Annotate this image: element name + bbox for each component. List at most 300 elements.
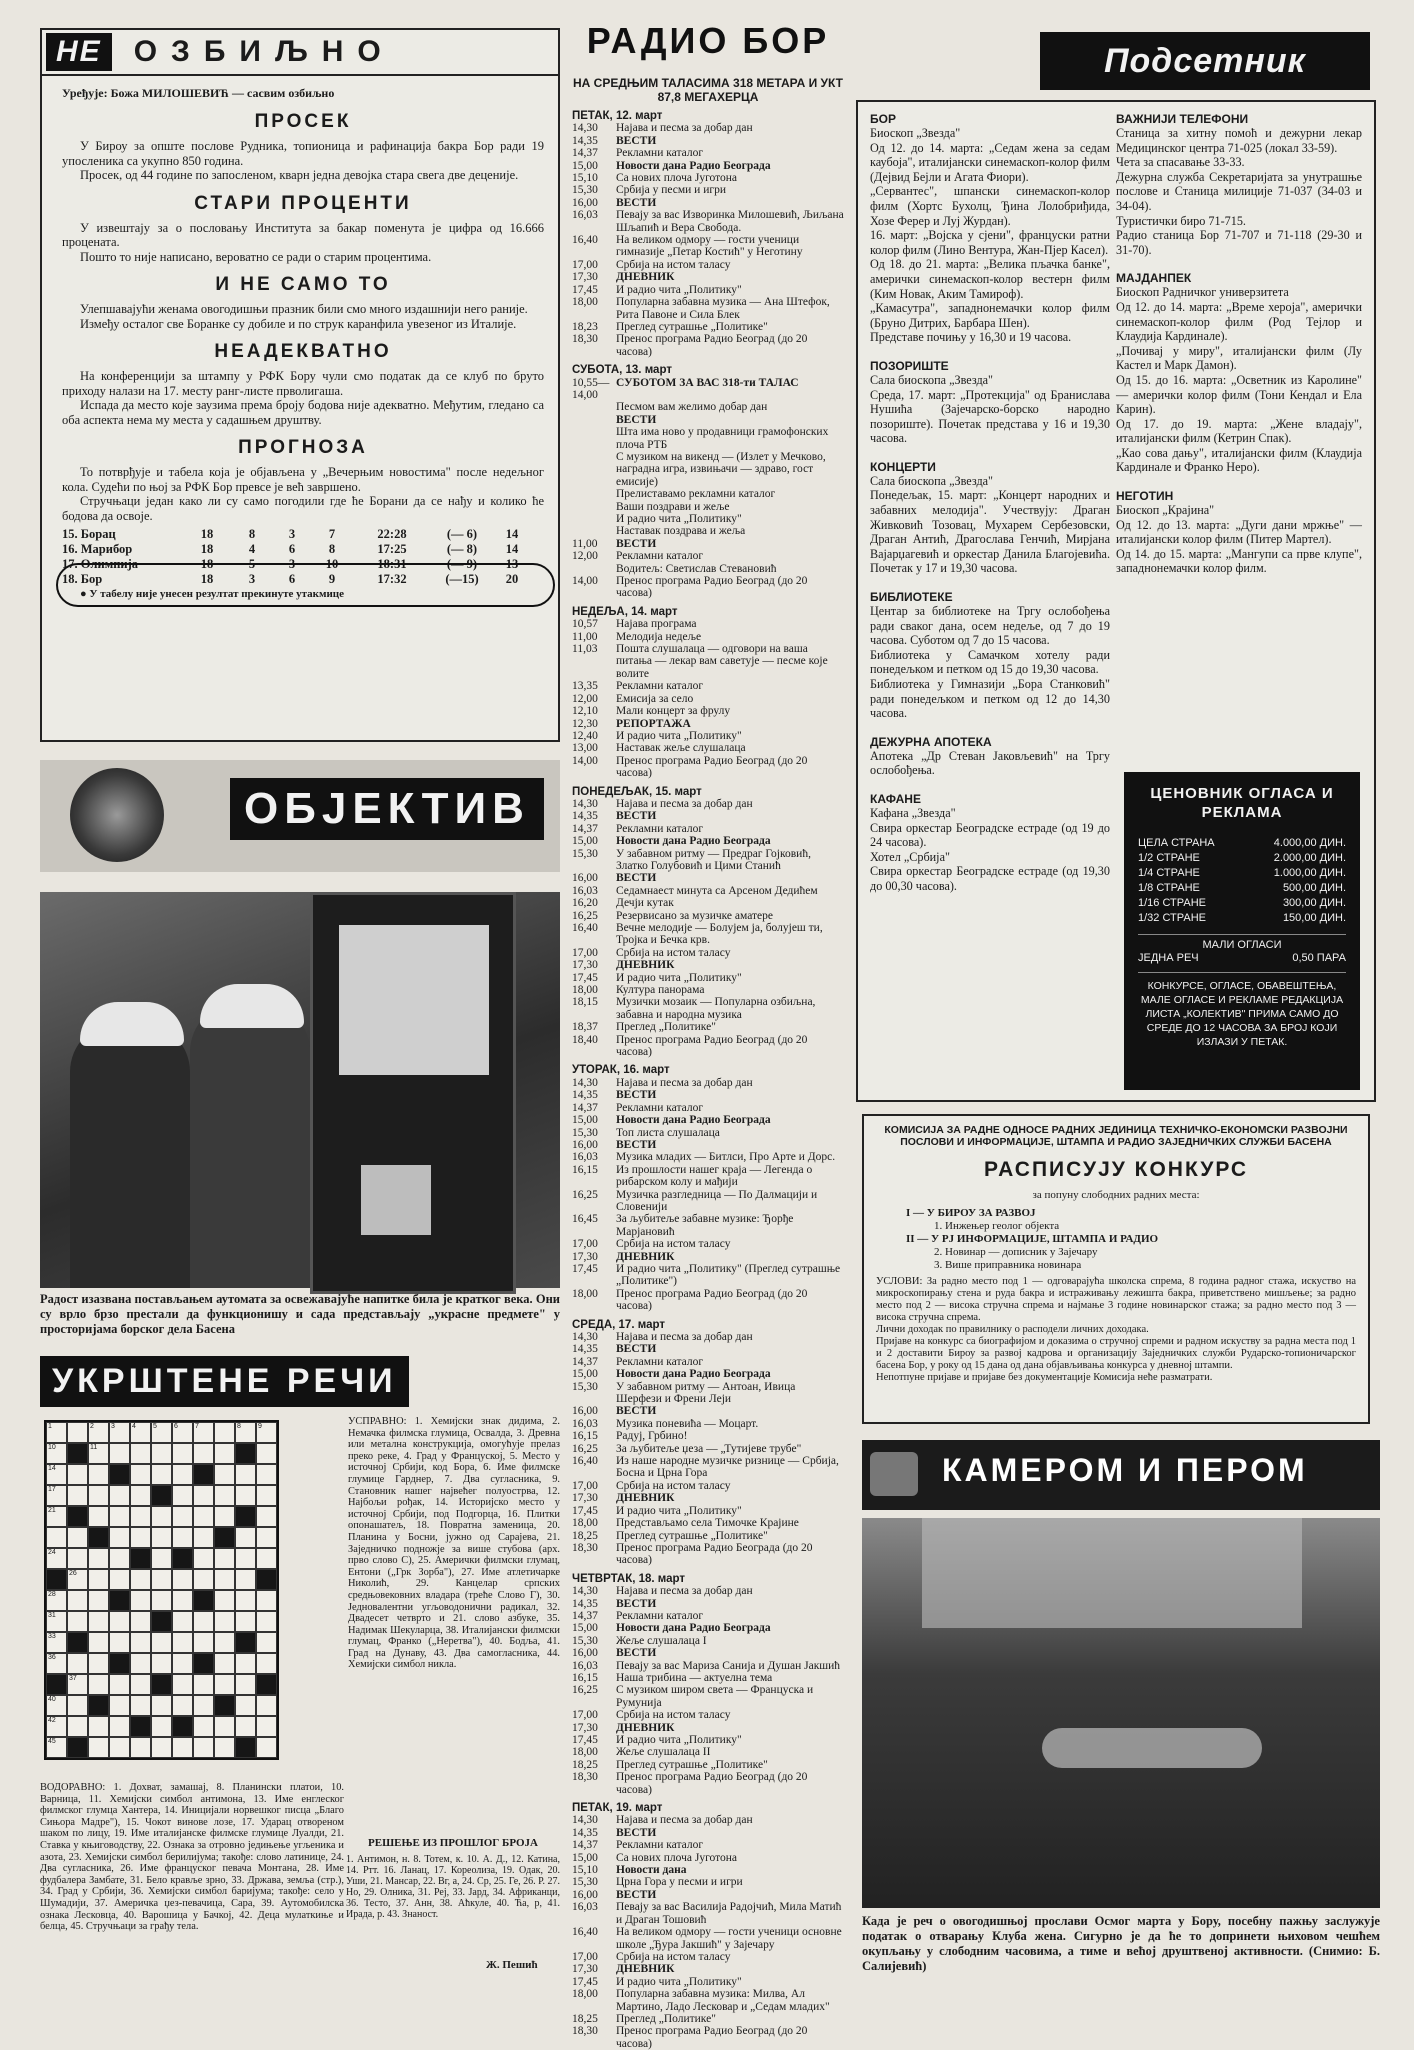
crossword-cell	[88, 1422, 109, 1443]
program-time	[572, 426, 616, 451]
radio-program-row	[572, 1288, 844, 1313]
crossword-cell	[193, 1485, 214, 1506]
program-time: 18,25	[572, 1758, 598, 1771]
kamerom-section	[862, 1440, 1380, 1990]
table-cell: (— 8)	[446, 542, 478, 556]
radio-program-row	[572, 631, 844, 643]
program-time: 14,37	[572, 1355, 598, 1368]
radio-bor-section	[572, 14, 844, 2050]
crossword-cell	[130, 1590, 151, 1611]
crossword-cell	[256, 1506, 277, 1527]
program-time: 16,40	[572, 234, 598, 247]
radio-program-row	[572, 1722, 844, 1734]
crossword-cell	[67, 1569, 88, 1590]
radio-program-row	[572, 798, 844, 810]
konkurs-positions	[906, 1207, 1356, 1272]
crossword-cell	[67, 1653, 88, 1674]
vending-slot	[361, 1165, 431, 1235]
program-title: Прелиставамо рекламни каталог	[616, 488, 776, 501]
table-row	[62, 542, 544, 557]
reminder-text: Апотека „Др Стеван Јаковљевић" на Тргу ослобођења.	[870, 748, 1110, 778]
program-title: ВЕСТИ	[616, 1826, 657, 1839]
crossword-cell	[256, 1695, 277, 1716]
program-title: ДНЕВНИК	[616, 959, 675, 972]
ad-price: 300,00 ДИН.	[1282, 897, 1346, 909]
table-cell: 7	[328, 527, 336, 541]
program-title: На великом одмору — гости ученици основне школе „Ђура Јакшић" у Зајечару	[616, 1926, 842, 1951]
cell-number: 24	[48, 1549, 56, 1556]
cell-number: 5	[153, 1423, 157, 1430]
cell-number: 3	[111, 1423, 115, 1430]
article-heading: СТАРИ ПРОЦЕНТИ	[194, 192, 412, 214]
radio-program-row	[572, 1251, 844, 1263]
radio-day	[572, 1064, 844, 1312]
radio-program-row	[572, 513, 844, 525]
crossword-cell	[214, 1737, 235, 1758]
program-title: И радио чита „Политику" (Преглед сутрашње „Политике")	[616, 1262, 841, 1288]
program-time: 14,35	[572, 1089, 598, 1102]
program-title: Култура панорама	[616, 984, 705, 997]
program-title: Вечне мелодије — Болујем ја, болујеш ти, Тројка и Бечка крв.	[616, 922, 823, 947]
table-cell: 17:32	[377, 572, 407, 586]
program-title: Најава и песма за добар дан	[616, 122, 753, 135]
program-title: ВЕСТИ	[616, 537, 657, 550]
radio-program-row	[572, 848, 844, 873]
program-time: 15,30	[572, 1634, 598, 1647]
radio-program-row	[572, 947, 844, 959]
program-title: Топ листа слушалаца	[616, 1126, 720, 1139]
radio-program-row	[572, 414, 844, 426]
article-heading: И НЕ САМО ТО	[215, 274, 391, 295]
cell-number: 10	[48, 1444, 56, 1451]
reminder-text: Станица за хитну помоћ и дежурни лекар Медицинског центра 71-025 (локал 33-59). Чета за спасавање 33-33. Дежурна служба Секретаријата за унутрашње послове и Станица милиције 71-037 (34-03 и 34-04). Туристички биро 71-715. Радио станица Бор 71-707 и 71-118 (29-30 и 31-70).	[1116, 126, 1362, 257]
crossword-cell	[193, 1632, 214, 1653]
program-time	[572, 451, 616, 488]
program-title: Емисија за село	[616, 692, 694, 705]
crossword-cell	[130, 1527, 151, 1548]
program-title: Рекламни каталог	[616, 1101, 704, 1114]
program-title: РЕПОРТАЖА	[616, 717, 691, 730]
article-paragraph: На конференцији за штампу у РФК Бору чули смо податак да се клуб по бруто приходу налази на 17. месту ранг-листе прволигаша.	[62, 369, 544, 398]
program-title: ВЕСТИ	[616, 134, 657, 147]
radio-program-row	[572, 835, 844, 847]
crossword-cell	[46, 1695, 67, 1716]
radio-program-row	[572, 1114, 844, 1126]
radio-program-row	[572, 959, 844, 971]
crossword-cell	[109, 1737, 130, 1758]
crossword-cell	[256, 1527, 277, 1548]
program-time: 17,00	[572, 1238, 598, 1251]
radio-program-row	[572, 1164, 844, 1189]
crossword-cell	[214, 1632, 235, 1653]
program-time: 14,35	[572, 1597, 598, 1610]
crossword-cell	[235, 1443, 256, 1464]
program-time: 15,10	[572, 172, 598, 185]
crossword-cell	[130, 1716, 151, 1737]
price-rows	[1138, 836, 1346, 926]
program-time: 18,15	[572, 996, 598, 1009]
camera-icon	[870, 1452, 918, 1496]
table-cell: 18	[200, 572, 214, 586]
radio-program-row	[572, 333, 844, 358]
program-time: 18,25	[572, 1529, 598, 1542]
price-note: КОНКУРСЕ, ОГЛАСЕ, ОБАВЕШТЕЊА, МАЛЕ ОГЛАСЕ И РЕКЛАМЕ РЕДАКЦИЈА ЛИСТА „КОЛЕКТИВ" ПРИМА САМО ДО СРЕДЕ ДО 12 ЧАСОВА ЗА БРОЈ КОЈИ ИЗЛАЗИ У ПЕТАК.	[1140, 980, 1344, 1048]
crossword-cell	[193, 1653, 214, 1674]
program-title: Пошта слушалаца — одговори на ваша питања — лекар вам саветује — песме које волите	[616, 643, 828, 680]
radio-program-row	[572, 872, 844, 884]
program-title: Жеље слушалаца I	[616, 1634, 707, 1647]
objektiv-banner	[40, 760, 560, 872]
program-title: Резервисано за музичке аматере	[616, 909, 774, 922]
crossword-cell	[256, 1422, 277, 1443]
objektiv-section	[40, 760, 560, 1340]
radio-program-row	[572, 296, 844, 321]
program-time: 17,00	[572, 1709, 598, 1722]
program-time: 16,00	[572, 872, 598, 885]
program-time	[572, 513, 616, 525]
crossword-cell	[151, 1737, 172, 1758]
ad-price: 1.000,00 ДИН.	[1273, 867, 1346, 879]
cell-number: 11	[90, 1444, 98, 1451]
radio-program-row	[572, 1759, 844, 1771]
crossword-cell	[88, 1632, 109, 1653]
radio-program-row	[572, 1139, 844, 1151]
radio-day-title: ПЕТАК, 12. март	[572, 110, 663, 122]
cell-number: 21	[48, 1507, 56, 1514]
radio-day-title: НЕДЕЉА, 14. март	[572, 605, 678, 618]
table-cell: 22:28	[377, 527, 407, 541]
program-title: Рекламни каталог	[616, 680, 704, 693]
crossword-cell	[88, 1464, 109, 1485]
program-title: ВЕСТИ	[616, 196, 657, 209]
program-time	[572, 401, 616, 413]
radio-program-row	[572, 1368, 844, 1380]
crossword-cell	[151, 1695, 172, 1716]
reminder-heading: КОНЦЕРТИ	[870, 459, 936, 474]
program-title: Најава и песма за добар дан	[616, 1585, 753, 1598]
radio-day-title: ПЕТАК, 19. март	[572, 1802, 663, 1815]
program-time: 16,40	[572, 1455, 598, 1468]
ad-price: 2.000,00 ДИН.	[1273, 852, 1346, 864]
program-title: Пренос програма Радио Београд (до 20 часова)	[616, 2025, 808, 2050]
crossword-cell	[235, 1422, 256, 1443]
crossword-cell	[46, 1653, 67, 1674]
crossword-cell	[193, 1569, 214, 1590]
program-title: Новости дана	[616, 1864, 687, 1877]
program-title: ВЕСТИ	[616, 1343, 657, 1356]
radio-program-row	[572, 122, 844, 134]
program-title: Новости дана Радио Београда	[616, 835, 771, 848]
crossword-cell	[67, 1485, 88, 1506]
crossword-cell	[235, 1737, 256, 1758]
table-cell: 18	[200, 557, 214, 571]
program-title: Преглед сутрашње „Политике"	[616, 1758, 768, 1771]
crossword-cell	[214, 1422, 235, 1443]
program-title: Песмом вам желимо добар дан	[616, 401, 768, 414]
article-heading: ПРОГНОЗА	[238, 437, 368, 458]
crossword-cell	[172, 1422, 193, 1443]
crossword-cell	[151, 1548, 172, 1569]
radio-day-title: СРЕДА, 17. март	[572, 1318, 665, 1331]
table-cell: 3	[248, 572, 256, 586]
cell-number: 31	[48, 1612, 56, 1619]
crossword-cell	[109, 1632, 130, 1653]
crossword-cell	[256, 1716, 277, 1737]
crossword-cell	[130, 1695, 151, 1716]
radio-program-row	[572, 1418, 844, 1430]
ne-ozbiljno-articles	[42, 111, 558, 523]
kamerom-caption	[862, 1914, 1380, 1974]
program-title: Популарна забавна музика: Милва, Ал Мартино, Ладо Лесковар и „Седам младих"	[616, 1988, 830, 2013]
program-time: 18,00	[572, 1746, 598, 1759]
table-cell: 13	[505, 557, 519, 571]
radio-day	[572, 1573, 844, 1796]
small-ads-title: МАЛИ ОГЛАСИ	[1202, 939, 1282, 951]
crossword-cell	[151, 1443, 172, 1464]
program-time: 16,45	[572, 1213, 598, 1226]
program-title: Рекламни каталог	[616, 550, 704, 563]
program-time: 17,45	[572, 1262, 598, 1275]
konkurs-position: II — У РЈ ИНФОРМАЦИЈЕ, ШТАМПА И РАДИО	[906, 1233, 1159, 1245]
program-title: Певају за вас Василија Радојчић, Мила Матић и Драган Тошовић	[616, 1901, 842, 1926]
program-title: У забавном ритму — Антоан, Ивица Шерфези и Френи Леји	[616, 1380, 796, 1406]
program-title: И радио чита „Политику"	[616, 1504, 742, 1517]
crossword-cell	[193, 1590, 214, 1611]
program-title: Наставак поздрава и жеља	[616, 525, 746, 538]
vending-machine	[310, 892, 516, 1294]
table-cell: 6	[288, 542, 296, 556]
crossword-cell	[214, 1506, 235, 1527]
reminder-text: Центар за библиотеке на Тргу ослобођења ради сваког дана, осем недеље, од 7 до 19 часова. Суботом од 7 до 15 часова. Библиотека у Самачком хотелу ради понедељком и петком од 15 до 19,30 часова. Библиотека у Гимназији „Бора Станковић" ради понедељком и петком од 12 до 14,30 часова.	[870, 604, 1110, 721]
price-list	[1124, 772, 1360, 1090]
crossword-cell	[130, 1464, 151, 1485]
program-time: 17,30	[572, 271, 598, 284]
crossword-cell	[130, 1548, 151, 1569]
program-time: 16,00	[572, 1888, 598, 1901]
radio-program-row	[572, 1356, 844, 1368]
crossword-cell	[130, 1569, 151, 1590]
program-time: 18,30	[572, 1541, 598, 1554]
program-time: 16,00	[572, 1138, 598, 1151]
program-title: Србија на истом таласу	[616, 1709, 731, 1722]
program-title: И радио чита „Политику"	[616, 1975, 742, 1988]
crossword-title: УКРШТЕНЕ РЕЧИ	[40, 1356, 409, 1407]
reminder-heading: БИБЛИОТЕКЕ	[870, 590, 953, 605]
program-time: 16,20	[572, 897, 598, 910]
program-time: 15,00	[572, 1622, 598, 1635]
radio-program-row	[572, 1102, 844, 1114]
crossword-cell	[151, 1422, 172, 1443]
table-cell: 14	[505, 527, 519, 541]
crossword-cell	[256, 1443, 277, 1464]
crossword-cell	[130, 1443, 151, 1464]
program-time: 18,40	[572, 1033, 598, 1046]
program-time: 17,00	[572, 1479, 598, 1492]
program-time: 12,00	[572, 692, 598, 705]
program-time: 15,30	[572, 1876, 598, 1889]
program-title: Новости дана Радио Београда	[616, 159, 771, 172]
crossword-cell	[256, 1611, 277, 1632]
table-cell: 3	[288, 557, 296, 571]
radio-program-row	[572, 451, 844, 488]
crossword-cell	[235, 1695, 256, 1716]
table-cell: 3	[288, 527, 296, 541]
radio-program-row	[572, 488, 844, 500]
camera-lens-icon	[70, 768, 164, 862]
crossword-cell	[130, 1485, 151, 1506]
program-title: ВЕСТИ	[616, 413, 657, 426]
crossword-cell	[46, 1611, 67, 1632]
crossword-cell	[193, 1464, 214, 1485]
crossword-cell	[109, 1716, 130, 1737]
crossword-grid	[44, 1420, 279, 1760]
program-title: Рекламни каталог	[616, 1839, 704, 1852]
program-time: 16,00	[572, 1405, 598, 1418]
radio-program-row	[572, 1926, 844, 1951]
konkurs-position: 3. Више приправника новинара	[934, 1259, 1082, 1271]
price-row	[1138, 896, 1346, 911]
crossword-cell	[172, 1443, 193, 1464]
crossword-cell	[46, 1674, 67, 1695]
crossword-cell	[214, 1590, 235, 1611]
program-time: 12,10	[572, 705, 598, 718]
radio-program-row	[572, 209, 844, 234]
ad-size: ЦЕЛА СТРАНА	[1138, 837, 1215, 849]
program-title: ДНЕВНИК	[616, 271, 675, 284]
price-row	[1138, 866, 1346, 881]
program-time: 18,30	[572, 1771, 598, 1784]
program-title: Ваши поздрави и жеље	[616, 500, 730, 513]
program-time: 18,30	[572, 333, 598, 346]
table-cell: (—15)	[445, 572, 479, 586]
program-time: 17,30	[572, 1963, 598, 1976]
crossword-cell	[130, 1422, 151, 1443]
crossword-cell	[88, 1695, 109, 1716]
crossword-cell	[193, 1422, 214, 1443]
crossword-cell	[46, 1569, 67, 1590]
ad-price: 4.000,00 ДИН.	[1273, 837, 1346, 849]
program-title: Мелодија недеље	[616, 630, 702, 643]
program-title: И радио чита „Политику"	[616, 513, 742, 525]
konkurs-position: 2. Новинар — дописник у Зајечару	[934, 1246, 1098, 1258]
reminder-text: Кафана „Звезда" Свира оркестар Београдске естраде (од 19 до 24 часова). Хотел „Србија" Свира оркестар Београдске естраде (од 19,30 до 00,30 часова).	[870, 805, 1110, 893]
crossword-cell	[172, 1737, 193, 1758]
table-cell: 8	[248, 527, 256, 541]
podsetnik-left-column	[870, 108, 1110, 894]
program-time: 15,30	[572, 1380, 598, 1393]
radio-program-row	[572, 996, 844, 1021]
crossword-cell	[214, 1653, 235, 1674]
radio-program-row	[572, 197, 844, 209]
crossword-cell	[214, 1611, 235, 1632]
crossword-cell	[193, 1716, 214, 1737]
program-time: 17,00	[572, 946, 598, 959]
program-title: ВЕСТИ	[616, 810, 657, 823]
crossword-cell	[214, 1443, 235, 1464]
program-title: Шта има ново у продавници грамофонских плоча РТБ	[616, 426, 829, 451]
radio-program-row	[572, 922, 844, 947]
crossword-cell	[46, 1527, 67, 1548]
program-time: 14,37	[572, 147, 598, 160]
crossword-cell	[67, 1716, 88, 1737]
radio-program-row	[572, 284, 844, 296]
table-cell: 16. Марибор	[62, 542, 133, 556]
program-title: ВЕСТИ	[616, 872, 657, 885]
cell-number: 17	[48, 1486, 56, 1493]
program-time: 17,30	[572, 1492, 598, 1505]
program-title: Жеље слушалаца II	[616, 1746, 711, 1759]
table-cell: 18. Бор	[62, 572, 103, 586]
konkurs-subtitle: за попуну слободних радних места:	[1032, 1189, 1200, 1201]
program-time: 13,35	[572, 680, 598, 693]
price-row	[1138, 836, 1346, 851]
program-time: 15,30	[572, 847, 598, 860]
crossword-cell	[235, 1548, 256, 1569]
program-title: На великом одмору — гости ученици гимназије „Петар Костић" у Неготину	[616, 234, 803, 259]
club-window	[922, 1518, 1302, 1628]
radio-program-row	[572, 538, 844, 550]
crossword-cell	[256, 1632, 277, 1653]
cell-number: 42	[48, 1717, 56, 1724]
crossword-cell	[172, 1674, 193, 1695]
radio-subtitle: НА СРЕДЊИМ ТАЛАСИМА 318 МЕТАРА И УКТ 87,8 МЕГАХЕРЦА	[573, 76, 843, 104]
program-time: 17,45	[572, 1975, 598, 1988]
article-paragraph: Улепшавајући женама овогодишњи празник били смо много издашнији него раније.	[80, 302, 528, 316]
radio-program-row	[572, 525, 844, 537]
radio-day	[572, 1802, 844, 2050]
ad-size: 1/16 СТРАНЕ	[1138, 897, 1206, 909]
program-title: Црна Гора у песми и игри	[616, 1876, 743, 1889]
program-time: 17,45	[572, 1504, 598, 1517]
program-time: 14,30	[572, 797, 598, 810]
crossword-cell	[235, 1632, 256, 1653]
crossword-cell	[214, 1464, 235, 1485]
crossword-cell	[214, 1485, 235, 1506]
crossword-cell	[67, 1443, 88, 1464]
radio-program-row	[572, 501, 844, 513]
radio-program-row	[572, 1889, 844, 1901]
radio-program-row	[572, 1852, 844, 1864]
program-title: Србија на истом таласу	[616, 1238, 731, 1251]
radio-program-row	[572, 271, 844, 283]
radio-program-row	[572, 1492, 844, 1504]
program-time: 16,25	[572, 909, 598, 922]
crossword-cell	[151, 1653, 172, 1674]
radio-program-row	[572, 160, 844, 172]
program-title: Пренос програма Радио Београд (до 20 часова)	[616, 754, 808, 780]
reminder-heading: НЕГОТИН	[1116, 489, 1174, 504]
crossword-cell	[88, 1590, 109, 1611]
crossword-cell	[214, 1527, 235, 1548]
cell-number: 2	[90, 1423, 94, 1430]
crossword-cell	[151, 1506, 172, 1527]
crossword-cell	[172, 1527, 193, 1548]
crossword-cell	[88, 1548, 109, 1569]
program-time: 15,00	[572, 1114, 598, 1127]
helmet-right	[200, 984, 304, 1028]
radio-program-row	[572, 1839, 844, 1851]
radio-program-row	[572, 1443, 844, 1455]
cell-number: 37	[69, 1675, 77, 1682]
program-title: ВЕСТИ	[616, 1089, 657, 1102]
radio-program-row	[572, 1263, 844, 1288]
cell-number: 4	[132, 1423, 136, 1430]
program-title: Представљамо села Тимочке Крајине	[616, 1517, 799, 1530]
cell-number: 9	[258, 1423, 262, 1430]
radio-program-row	[572, 1660, 844, 1672]
price-list-title: ЦЕНОВНИК ОГЛАСА И РЕКЛАМА	[1150, 785, 1334, 821]
radio-program-row	[572, 1951, 844, 1963]
